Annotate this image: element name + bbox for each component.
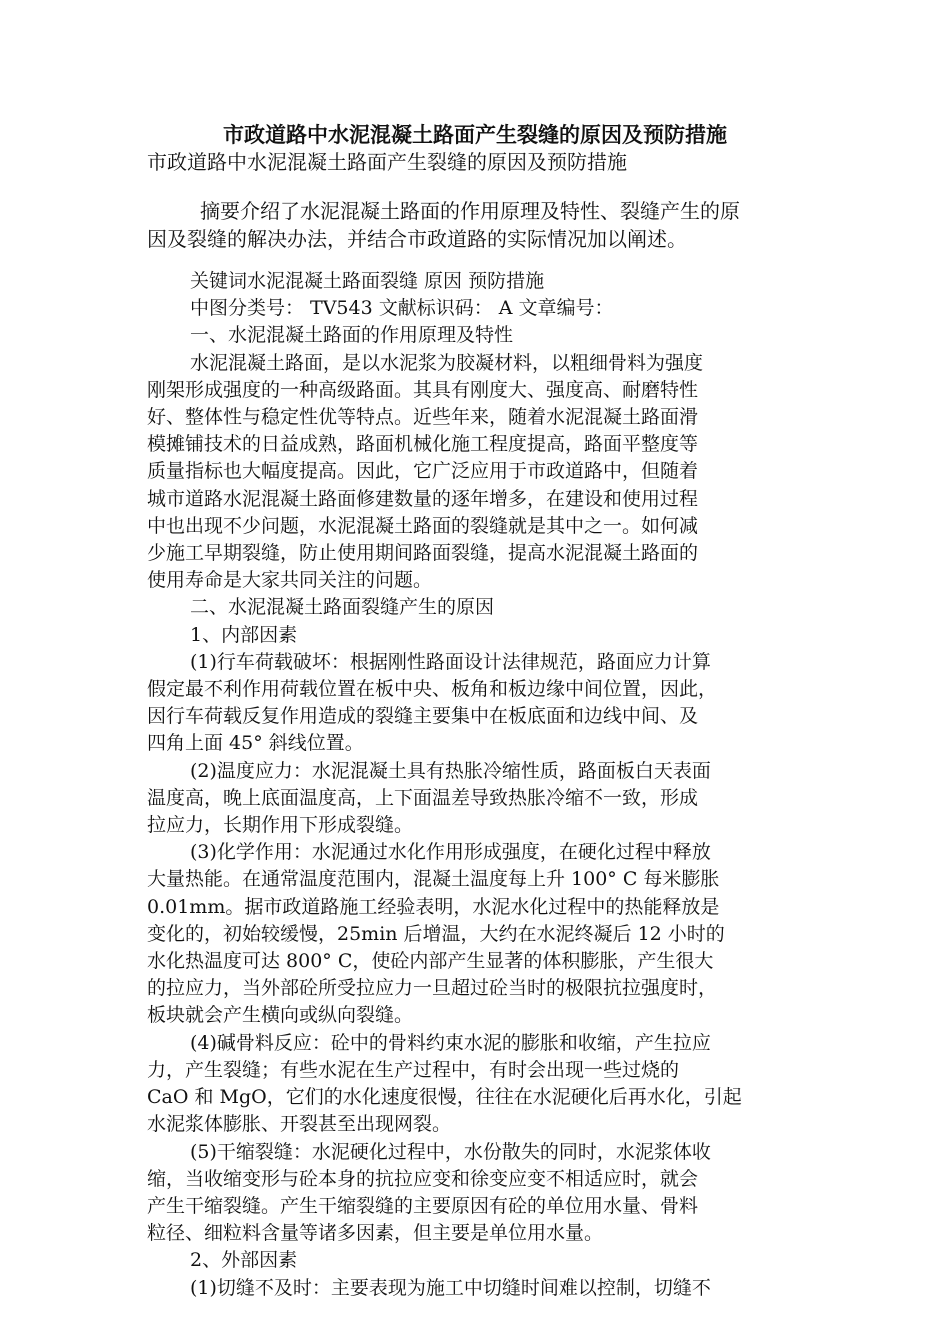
body-text xyxy=(147,268,817,1302)
body-line: 变化的，初始较缓慢，25min 后增温，大约在水泥终凝后 12 小时的 xyxy=(147,922,725,945)
body-line: CaO 和 MgO，它们的水化速度很慢，往往在水泥硬化后再水化，引起 xyxy=(147,1086,742,1109)
body-line: 好、整体性与稳定性优等特点。近些年来，随着水泥混凝土路面滑 xyxy=(147,406,699,429)
abstract-line: 因及裂缝的解决办法，并结合市政道路的实际情况加以阐述。 xyxy=(147,227,687,251)
subsection-heading: 2、外部因素 xyxy=(190,1249,298,1272)
body-line: 的拉应力，当外部砼所受拉应力一旦超过砼当时的极限抗拉强度时， xyxy=(147,977,718,1000)
body-line: (1)行车荷载破坏：根据刚性路面设计法律规范，路面应力计算 xyxy=(190,650,711,673)
body-line: 模摊铺技术的日益成熟，路面机械化施工程度提高，路面平整度等 xyxy=(147,433,699,456)
body-line: 板块就会产生横向或纵向裂缝。 xyxy=(147,1004,414,1027)
body-line: 中也出现不少问题，水泥混凝土路面的裂缝就是其中之一。如何减 xyxy=(147,514,699,537)
body-line: 0.01mm。据市政道路施工经验表明，水泥水化过程中的热能释放是 xyxy=(147,895,720,918)
body-line: 水化热温度可达 800° C，使砼内部产生显著的体积膨胀，产生很大 xyxy=(147,950,714,973)
body-line: (1)切缝不及时：主要表现为施工中切缝时间难以控制，切缝不 xyxy=(190,1276,711,1299)
body-line: 缩，当收缩变形与砼本身的抗拉应变和徐变应变不相适应时，就会 xyxy=(147,1167,699,1190)
body-line: 粒径、细粒料含量等诸多因素，但主要是单位用水量。 xyxy=(147,1222,604,1245)
body-line: 产生干缩裂缝。产生干缩裂缝的主要原因有砼的单位用水量、骨料 xyxy=(147,1194,699,1217)
document-subtitle: 市政道路中水泥混凝土路面产生裂缝的原因及预防措施 xyxy=(147,150,627,174)
body-line: 少施工早期裂缝，防止使用期间路面裂缝，提高水泥混凝土路面的 xyxy=(147,542,699,565)
abstract-paragraph xyxy=(147,197,807,253)
body-line: 水泥混凝土路面，是以水泥浆为胶凝材料，以粗细骨料为强度 xyxy=(190,351,704,374)
body-line: 拉应力，长期作用下形成裂缝。 xyxy=(147,814,414,837)
body-line: 刚架形成强度的一种高级路面。其具有刚度大、强度高、耐磨特性 xyxy=(147,378,699,401)
document-title: 市政道路中水泥混凝土路面产生裂缝的原因及预防措施 xyxy=(223,122,727,147)
body-line: 四角上面 45° 斜线位置。 xyxy=(147,732,364,755)
body-line: 温度高，晚上底面温度高，上下面温差导致热胀冷缩不一致，形成 xyxy=(147,786,699,809)
body-line: 力，产生裂缝；有些水泥在生产过程中，有时会出现一些过烧的 xyxy=(147,1058,680,1081)
body-line: 质量指标也大幅度提高。因此，它广泛应用于市政道路中，但随着 xyxy=(147,460,699,483)
body-line: (4)碱骨料反应：砼中的骨料约束水泥的膨胀和收缩，产生拉应 xyxy=(190,1031,711,1054)
body-line: (2)温度应力：水泥混凝土具有热胀冷缩性质，路面板白天表面 xyxy=(190,759,711,782)
classification-line: 中图分类号： TV543 文献标识码： A 文章编号： xyxy=(190,297,614,320)
section-heading: 二、水泥混凝土路面裂缝产生的原因 xyxy=(190,596,495,619)
abstract-line: 摘要介绍了水泥混凝土路面的作用原理及特性、裂缝产生的原 xyxy=(200,199,740,223)
keywords-line: 关键词水泥混凝土路面裂缝 原因 预防措施 xyxy=(190,270,545,292)
body-line: 大量热能。在通常温度范围内，混凝土温度每上升 100° C 每米膨胀 xyxy=(147,868,720,891)
body-line: 假定最不利作用荷载位置在板中央、板角和板边缘中间位置，因此， xyxy=(147,678,718,701)
subsection-heading: 1、内部因素 xyxy=(190,623,298,646)
body-line: 城市道路水泥混凝土路面修建数量的逐年增多，在建设和使用过程 xyxy=(147,487,699,510)
body-line: 水泥浆体膨胀、开裂甚至出现网裂。 xyxy=(147,1113,452,1136)
body-line: (5)干缩裂缝：水泥硬化过程中，水份散失的同时，水泥浆体收 xyxy=(190,1140,711,1163)
section-heading: 一、水泥混凝土路面的作用原理及特性 xyxy=(190,324,514,347)
body-line: 因行车荷载反复作用造成的裂缝主要集中在板底面和边线中间、及 xyxy=(147,705,699,728)
body-line: (3)化学作用：水泥通过水化作用形成强度，在硬化过程中释放 xyxy=(190,841,711,864)
body-line: 使用寿命是大家共同关注的问题。 xyxy=(147,569,433,592)
